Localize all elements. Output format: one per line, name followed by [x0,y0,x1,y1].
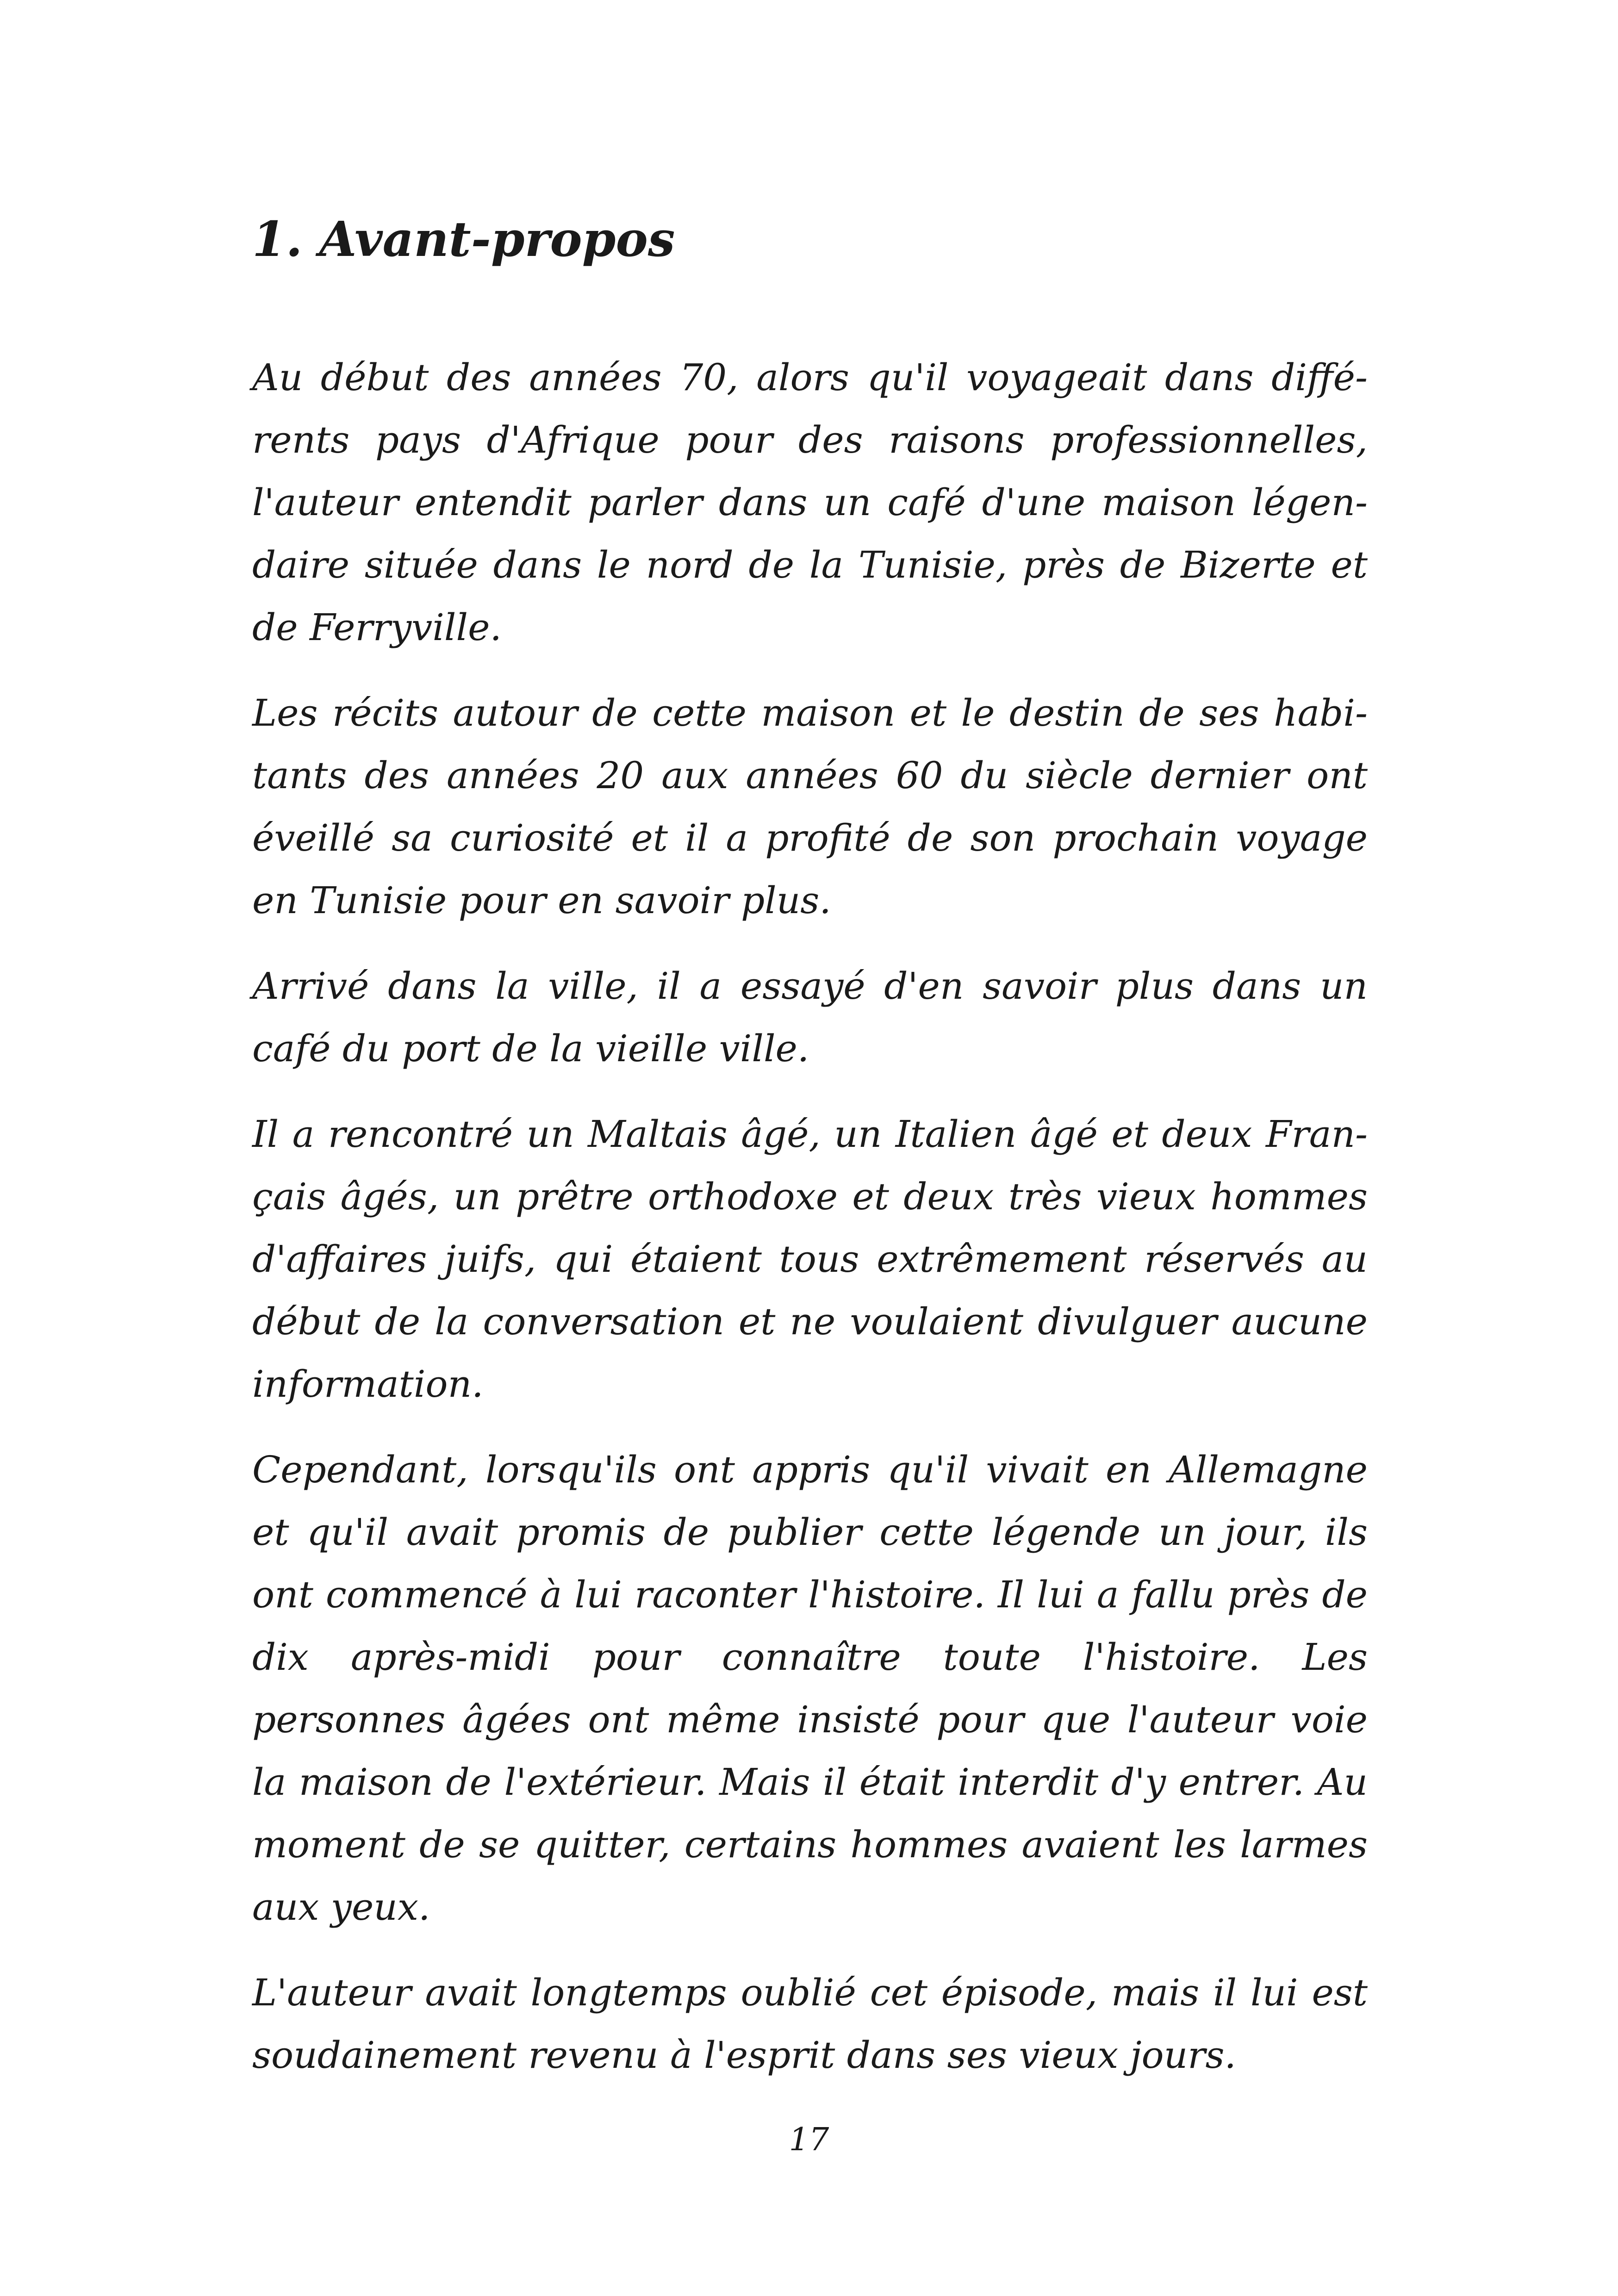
chapter-body [252,346,1368,2086]
page-content [252,211,1368,2109]
paragraph-1: Au début des années 70, alors qu'il voyageait dans différents pays d'Afrique pour des raisons professionnelles, l'auteur entendit parler dans un café d'une maison légendaire située dans le nord de la Tunisie, près de Bizerte et de Ferryville. [252,355,1368,649]
paragraph-6: L'auteur avait longtemps oublié cet épisode, mais il lui est soudainement revenu à l'esprit dans ses vieux jours. [252,1971,1368,2077]
paragraph-2: Les récits autour de cette maison et le destin de ses habitants des années 20 aux années 60 du siècle dernier ont éveillé sa curiosité et il a profité de son prochain voyage en Tunisie pour en savoir plus. [252,691,1368,922]
page-number: 17 [789,2122,829,2158]
paragraph-4: Il a rencontré un Maltais âgé, un Italien âgé et deux Français âgés, un prêtre orthodoxe et deux très vieux hommes d'affaires juifs, qui étaient tous extrêmement réservés au début de la conversation et ne voulaient divulguer aucune information. [252,1112,1368,1406]
paragraph-3: Arrivé dans la ville, il a essayé d'en savoir plus dans un café du port de la vieille ville. [252,964,1368,1070]
chapter-title: 1. Avant-propos [252,211,675,268]
paragraph-5: Cependant, lorsqu'ils ont appris qu'il vivait en Allemagne et qu'il avait promis de publier cette légende un jour, ils ont commencé à lui raconter l'histoire. Il lui a fallu près de dix après-midi pour connaître toute l'histoire. Les personnes âgées ont même insisté pour que l'auteur voie la maison de l'extérieur. Mais il était interdit d'y entrer. Au moment de se quitter, certains hommes avaient les larmes aux yeux. [252,1448,1368,1929]
